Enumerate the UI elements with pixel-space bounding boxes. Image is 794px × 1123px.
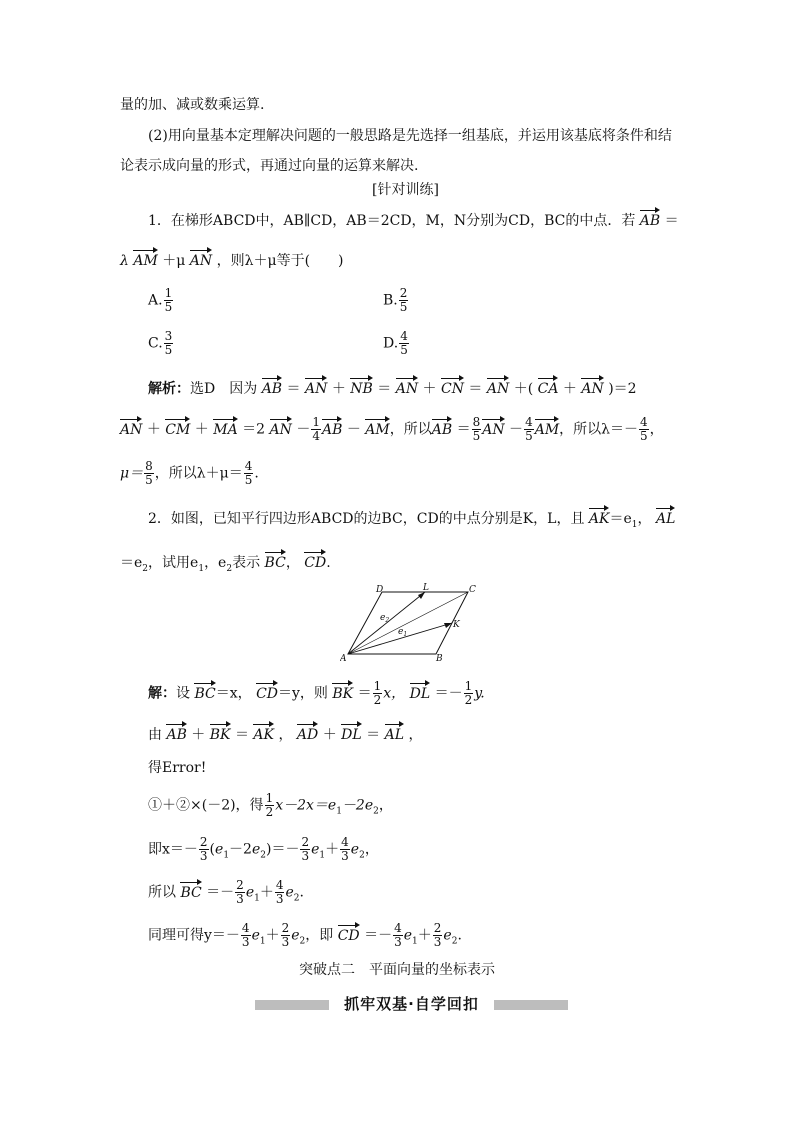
parallelogram-figure (340, 582, 480, 662)
q2-sol-line5: 即x＝－ $\frac{2}{3}$ $(e_1-2e_2)=-$ $\frac{2}{3}$ $e_1+$ $\frac{4}{3}$ $e_2$， (148, 835, 379, 863)
vec-cd: CD (304, 550, 326, 570)
intro-line-1: 量的加、减或数乘运算. (120, 97, 265, 113)
q2-sol-line2: 由 AB ＋ BK ＝ AK ， AD ＋ DL ＝ AL ， (148, 722, 422, 745)
option-c: C. $\frac{3}{5}$ (148, 329, 173, 357)
label-k: K (453, 620, 460, 630)
q2-stem-line2: $=e_2$，试用$e_1$，$e_2$表示 BC， CD. (120, 550, 331, 579)
vec-bc: BC (265, 550, 286, 570)
label-a: A (340, 654, 347, 662)
label-c: C (469, 585, 476, 595)
q1-stem-line2: λ AM ＋μ AN ，则λ＋μ等于( ) (120, 248, 344, 271)
section-label: [针对训练] (372, 182, 439, 198)
section-banner (255, 994, 568, 1014)
vec-ak: AK (589, 506, 610, 526)
intro-line-2: (2)用向量基本定理解决问题的一般思路是先选择一组基底，并运用该基底将条件和结 (148, 128, 672, 144)
q1-solution-line1: 解析：选D 因为 AB ＝ AN ＋ NB ＝ AN ＋ CN ＝ AN ＋( CA ＋ AN )＝2 (148, 376, 637, 399)
label-d: D (376, 585, 384, 595)
q2-sol-line4: ①＋②×(－2)，得 $\frac{1}{2}$ $x-2x=e_1-2e_2$， (148, 791, 393, 819)
q1-solution-line3: μ＝ $\frac{8}{5}$ ，所以λ＋μ＝ $\frac{4}{5}$ . (120, 459, 259, 487)
vec-al: AL (656, 506, 675, 526)
q1-solution-line2: AN ＋ CM ＋ MA ＝2 AN － $\frac{1}{4}$ AB － AM，所以AB ＝ $\frac{8}{5}$ AN － $\frac{4}{5}$ AM，所以λ＝－ $\frac{4}{5}$ ， (120, 415, 664, 443)
banner-text: 抓牢双基·自学回扣 (329, 994, 494, 1014)
vec-an: AN (190, 248, 212, 268)
label-l: L (423, 583, 429, 593)
q2-sol-line7: 同理可得y＝－ $\frac{4}{3}$ $e_1+$ $\frac{2}{3}$ $e_2$，即 CD ＝－ $\frac{4}{3}$ $e_1+$ $\frac{2}{3}$ $e_2$. (148, 921, 462, 949)
q2-sol-line3: 得Error! (148, 760, 207, 776)
section-title: 突破点二 平面向量的坐标表示 (299, 962, 495, 978)
intro-line-3: 论表示成向量的形式，再通过向量的运算来解决. (120, 158, 419, 174)
label-e2: $e_2$ (380, 613, 390, 624)
q2-stem: 2．如图，已知平行四边形ABCD的边BC，CD的中点分别是K，L，且 $AK=e_1$， AL (148, 506, 675, 535)
vec-am: AM (133, 248, 157, 268)
option-b: B. $\frac{2}{5}$ (383, 286, 408, 314)
q2-sol-line6: 所以 BC ＝－ $\frac{2}{3}$ $e_1+$ $\frac{4}{3}$ $e_2$. (148, 878, 304, 906)
q2-sol-line1: 解：设 BC＝x， CD＝y，则 BK ＝ $\frac{1}{2}$ x， DL ＝－ $\frac{1}{2}$ y. (148, 679, 485, 707)
option-a: A. $\frac{1}{5}$ (148, 286, 173, 314)
vec-ab: AB (640, 208, 660, 228)
option-d: D. $\frac{4}{5}$ (383, 329, 408, 357)
label-b: B (436, 654, 443, 662)
q1-stem: 1．在梯形ABCD中，AB∥CD，AB＝2CD，M，N分别为CD，BC的中点．若 AB ＝ (148, 208, 679, 231)
label-e1: $e_1$ (398, 627, 408, 638)
